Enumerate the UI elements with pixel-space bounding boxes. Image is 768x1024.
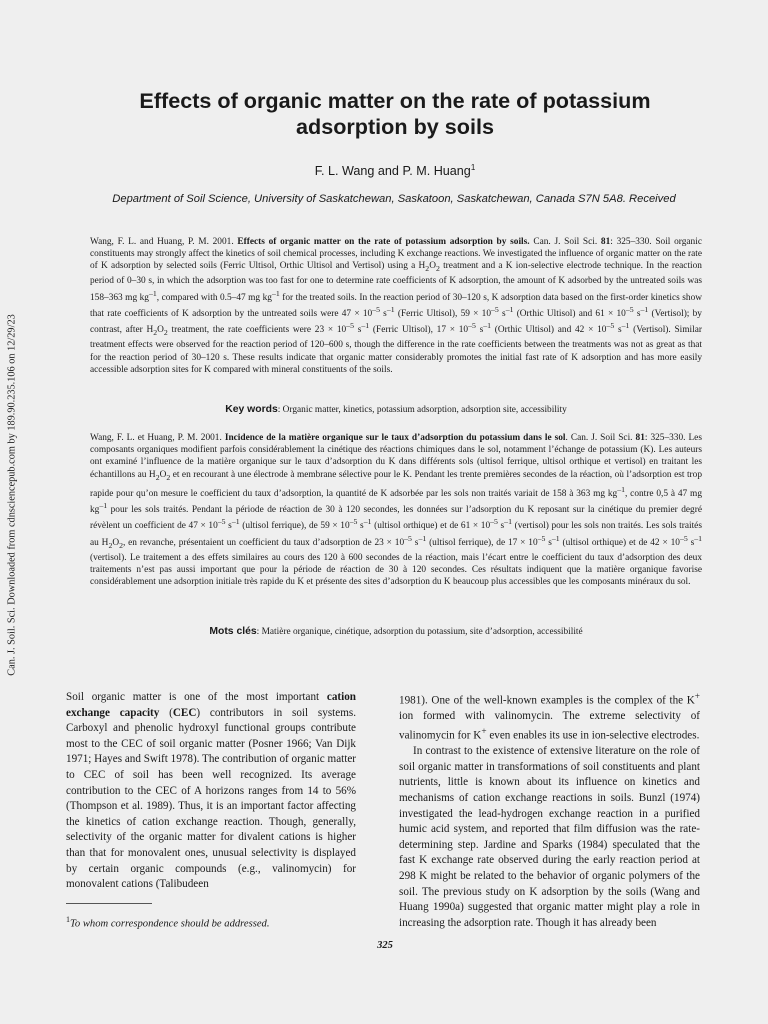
citation-authors: Wang, F. L. and Huang, P. M. 2001.: [90, 237, 238, 247]
footnote: [66, 915, 270, 930]
abstract-text: (Vertisol); by contrast, after H: [90, 309, 702, 336]
superscript: –5: [404, 533, 412, 543]
author-footnote-mark: 1: [470, 163, 476, 172]
abstract-text: s: [633, 309, 641, 320]
superscript: –5: [372, 304, 380, 314]
title-line-1: Effects of organic matter on the rate of potassium: [139, 88, 651, 113]
affiliation: Department of Soil Science, University of Saskatchewan, Saskatoon, Saskatchewan, Canada S7N 5A8. Received: [112, 193, 676, 205]
body-text: 1981). One of the well-known examples is the complex of the K: [399, 694, 695, 707]
citation-authors: Wang, F. L. et Huang, P. M. 2001.: [90, 433, 225, 443]
abstract-text: s: [614, 325, 622, 336]
author-names: F. L. Wang and P. M. Huang: [314, 164, 471, 179]
abstract-text: s: [545, 537, 552, 548]
superscript: –5: [468, 321, 476, 331]
superscript: –1: [386, 304, 395, 314]
body-paragraph: [399, 690, 700, 744]
body-text: Soil organic matter is one of the most important: [66, 691, 327, 703]
term-cec: CEC: [172, 706, 197, 719]
superscript: –5: [349, 517, 358, 527]
abstract-text: O: [159, 469, 167, 480]
superscript: –1: [551, 533, 560, 543]
superscript: –1: [621, 321, 630, 331]
keywords-french: [90, 626, 702, 637]
superscript: –1: [363, 517, 372, 527]
term-cec-full: cation exchange capacity: [66, 691, 356, 719]
abstract-text: : 325–330. Les composants organiques modifient parfois considérablement la cinétique des réactions chimiques dans le sol, notamment l’échange de potassium (K). Les auteurs ont examiné l’influence de la matière organique sur le taux d’adsorption du K dans différents sols (ultisol ferrique, ultisol orthique et vertisol) en traitant les échantillons au H: [90, 433, 702, 480]
abstract-text: , compared with 0.5–47 mg kg: [156, 292, 272, 303]
title-line-2: adsorption by soils: [296, 114, 494, 139]
superscript: +: [694, 692, 700, 702]
body-paragraph: In contrast to the existence of extensive literature on the role of soil organic matter in transformations of soil constituents and plant nutrients, little is known about its influence on kinetics and mechanisms of cation exchange reactions in soils. Bunzl (1974) investigated the lead-hydrogen exchange reaction in a purified humic acid system, and reported that film diffusion was the rate-determining step. Jardine and Sparks (1984) speculated that the fast K exchange rate observed during the early reaction period at 298 K might be related to the behavior of organic polymers of the soil. The previous study on K adsorption by the soils (Wang and Huang 1990a) suggested that organic matter might play a role in increasing the adsorption rate. Though it has already been: [399, 745, 700, 929]
body-text: even enables its use in ion-selective electrodes.: [486, 729, 700, 742]
keywords-label: Mots clés: [209, 626, 257, 637]
superscript: –1: [148, 288, 157, 298]
superscript: –1: [99, 500, 108, 510]
superscript: –5: [217, 517, 226, 527]
subscript: 2: [153, 328, 158, 338]
abstract-text: , en revanche, présentaient un coefficient du taux d’adsorption de 23 × 10: [122, 537, 405, 548]
abstract-text: (vertisol). Le traitement a des effets similaires au cours des 120 à 600 secondes de la réaction, mais l’écart entre le coefficient du taux d’adsorption des deux traitements n’est pas aussi important que pour la période de réaction de 30 à 120 secondes. Ces résultats indiquent que la matière organique favorise considérablement une adsorption initiale très rapide du K et présente des sites d’adsorption du K beaucoup plus accessibles que les composants minéraux du sol.: [90, 552, 702, 588]
citation-journal: . Can. J. Soil Sci.: [565, 433, 636, 443]
superscript: –5: [537, 533, 546, 543]
abstract-text: s: [357, 521, 364, 532]
abstract-text: s: [475, 325, 484, 336]
abstract-text: s: [497, 521, 505, 532]
subscript: 2: [166, 472, 171, 482]
citation-title: Incidence de la matière organique sur le taux d’adsorption du potassium dans le sol: [224, 433, 566, 443]
authors: [80, 163, 710, 178]
abstract-text: (ultisol ferrique), de 59 × 10: [239, 521, 350, 532]
citation-volume: 81: [635, 433, 645, 443]
download-citation: Can. J. Soil. Sci. Downloaded from cdnsciencepub.com by 189.90.235.106 on 12/29/23: [6, 314, 18, 676]
citation-volume: 81: [600, 237, 611, 247]
superscript: –1: [505, 304, 514, 314]
superscript: –5: [346, 321, 354, 331]
footnote-text: To whom correspondence should be addressed.: [70, 918, 270, 930]
superscript: –1: [504, 517, 512, 527]
superscript: –5: [490, 517, 498, 527]
superscript: –1: [694, 533, 702, 543]
keywords-english: [90, 404, 702, 415]
abstract-text: (Ferric Ultisol), 17 × 10: [369, 325, 469, 336]
abstract-text: s: [411, 537, 419, 548]
keywords-label: Key words: [225, 404, 278, 415]
subscript: 2: [425, 264, 430, 274]
subscript: 2: [155, 472, 160, 482]
abstract-text: treatment, the rate coefficients were 23 × 10: [167, 325, 347, 336]
superscript: –5: [625, 304, 634, 314]
abstract-text: (ultisol orthique) et de 42 × 10: [559, 537, 680, 548]
abstract-text: for the treated soils. In the reaction period of 30–120 s, K adsorption data based on the first-order kinetics show that rate coefficients of K adsorption by the untreated soils were 47 × 10: [90, 292, 702, 320]
body-column-left: [66, 690, 356, 893]
subscript: 2: [435, 264, 440, 274]
body-text: ) contributors in soil systems. Carboxyl and phenolic hydroxyl functional groups contribute most to the CEC of soil organic matter (Posner 1966; Van Dijk 1971; Hayes and Swift 1978). The contribution of organic matter to CEC of soil has been well recognized. Its average contribution to the CEC of A horizons ranges from 14 to 56% (Thompson et al. 1989). Thus, it is an important factor affecting the kinetics of cation exchange reaction. Though, generally, selectivity of the organic matter for divalent cations is higher than that for monovalent ones, unusual selectivity is displayed by certain organic compounds (e.g., valinomycin) for monovalent cations (Talibudeen: [66, 706, 356, 891]
subscript: 2: [108, 540, 113, 550]
keywords-text: : Matière organique, cinétique, adsorption du potassium, site d’adsorption, accessibilité: [256, 627, 583, 637]
superscript: –1: [483, 321, 492, 331]
abstract-text: (Ferric Ultisol), 59 × 10: [394, 309, 492, 320]
superscript: –1: [617, 484, 625, 494]
abstract-text: (vertisol) pour les sols non traités. Les sols traités au H: [90, 521, 702, 548]
abstract-text: (Orthic Ultisol) and 61 × 10: [513, 309, 626, 320]
abstract-text: et en recourant à une électrode à membrane sélective pour le K. Pendant les trente premières secondes de la réaction, où l’adsorption est trop rapide pour qu’on mesure le coefficient du taux d’adsorption, la quantité de K adsorbée par les sols non traités variait de 158 à 363 mg kg: [90, 469, 702, 499]
abstract-text: s: [498, 309, 506, 320]
abstract-text: (ultisol ferrique), de 17 × 10: [426, 537, 538, 548]
download-sidebar: [4, 250, 20, 740]
subscript: 2: [119, 540, 123, 550]
abstract-text: O: [157, 325, 164, 336]
abstract-text: O: [112, 537, 120, 548]
abstract-text: treatment and a K ion-selective electrode technique. In the reaction period of 0–30 s, in which the adsorption was too fast for one to determine rate coefficients of K adsorption, the amount of K adsorbed by the untreated soils was 158–363 mg kg: [90, 261, 702, 303]
abstract-text: s: [379, 309, 387, 320]
citation-journal: Can. J. Soil Sci.: [529, 237, 601, 247]
article-title: [80, 88, 710, 140]
abstract-english: [90, 236, 702, 376]
superscript: –1: [418, 533, 427, 543]
abstract-text: (Vertisol). Similar treatment effects were observed for the reaction period of 120–600 s, though the difference in the rate coefficients between the treatments was not as great as that for the reaction period of 30–120 s. These results indicate that organic matter considerably promotes the initial fast rate of K adsorption and has more easily accessible adsorption sites for K compared with mineral constituents of the soils.: [90, 325, 702, 375]
abstract-text: O: [429, 261, 436, 272]
abstract-text: s: [225, 521, 232, 532]
superscript: –5: [491, 304, 499, 314]
abstract-text: , contre 0,5 à 47 mg kg: [90, 488, 702, 516]
superscript: –1: [361, 321, 370, 331]
body-column-right: [399, 690, 700, 931]
superscript: –1: [271, 288, 280, 298]
footnote-mark: 1: [66, 915, 70, 924]
footnote-divider: [66, 903, 152, 904]
citation-title: Effects of organic matter on the rate of potassium adsorption by soils.: [237, 237, 530, 247]
abstract-text: s: [354, 325, 362, 336]
body-text: (: [159, 706, 173, 719]
subscript: 2: [163, 328, 168, 338]
superscript: –1: [231, 517, 240, 527]
superscript: –1: [640, 304, 649, 314]
abstract-french: [90, 432, 702, 588]
abstract-text: pour les sols traités. Pendant la période de réaction de 30 à 120 secondes, les données sur l’adsorption du K reposant sur la cinétique du premier degré révèlent un coefficient de 47 × 10: [90, 505, 702, 532]
keywords-text: : Organic matter, kinetics, potassium adsorption, adsorption site, accessibility: [277, 405, 567, 415]
abstract-text: (Orthic Ultisol) and 42 × 10: [491, 325, 607, 336]
abstract-text: : 325–330. Soil organic constituents may strongly affect the kinetics of soil chemical processes, including K exchange reactions. We investigated the influence of organic matter on the rate of K adsorption by selected soils (Ferric Ultisol, Orthic Ultisol and Vertisol) using a H: [90, 237, 702, 272]
superscript: –5: [606, 321, 615, 331]
body-text: ion formed with valinomycin. The extreme selectivity of valinomycin for K: [399, 710, 700, 742]
superscript: +: [481, 726, 487, 737]
abstract-text: (ultisol orthique) et de 61 × 10: [371, 521, 491, 532]
page-number: 325: [377, 940, 393, 951]
abstract-text: s: [687, 537, 695, 548]
superscript: –5: [679, 533, 688, 543]
